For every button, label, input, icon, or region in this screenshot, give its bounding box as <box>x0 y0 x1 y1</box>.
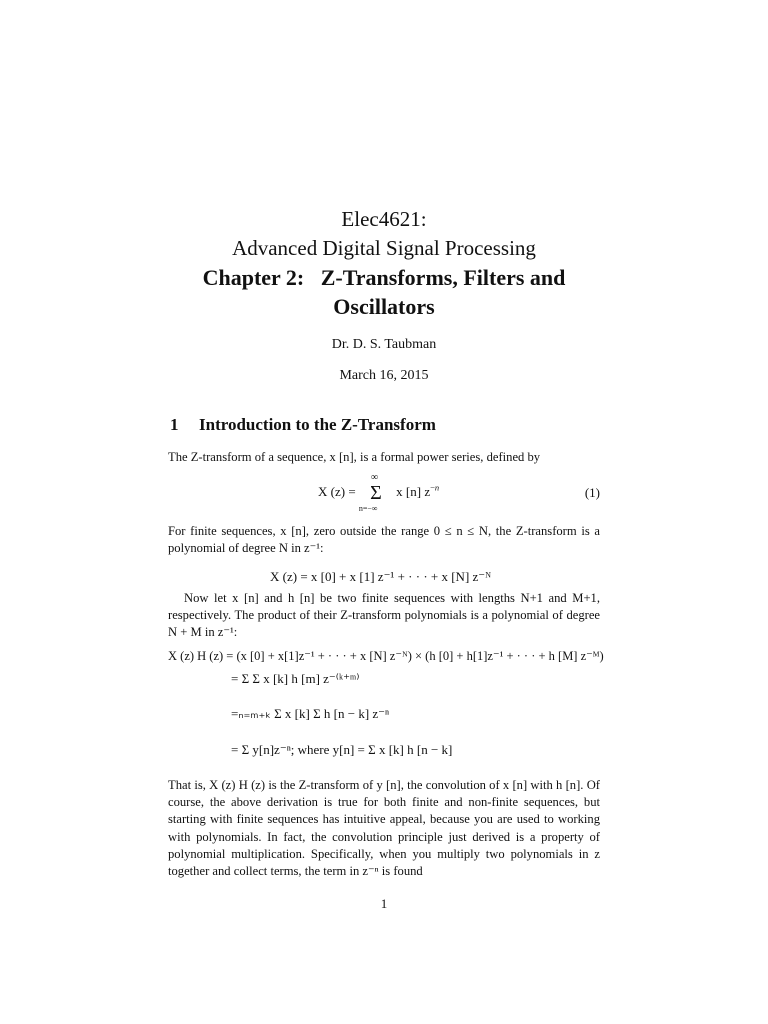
section-title: Introduction to the Z-Transform <box>199 415 436 434</box>
section-heading <box>170 415 436 435</box>
chapter-title <box>0 263 768 321</box>
eq1-rhs: x [n] z <box>396 484 431 499</box>
equation-3-line-1: X (z) H (z) = (x [0] + x[1]z⁻¹ + · · · + x [N] z⁻ᴺ) × (h [0] + h[1]z⁻¹ + · · · + h [M] z⁻ᴹ) <box>168 649 604 663</box>
equation-3-line-4: = Σ y[n]z⁻ⁿ; where y[n] = Σ x [k] h [n − k] <box>231 742 453 757</box>
equation-2: X (z) = x [0] + x [1] z⁻¹ + · · · + x [N] z⁻ᴺ <box>270 569 492 584</box>
section-number: 1 <box>170 415 179 434</box>
equation-1-number: (1) <box>584 485 600 500</box>
chapter-title-line2: Oscillators <box>333 294 435 319</box>
paragraph-1: The Z-transform of a sequence, x [n], is a formal power series, defined by <box>168 450 541 464</box>
eq1-lower-limit: n=−∞ <box>358 504 378 513</box>
author: Dr. D. S. Taubman <box>331 337 437 352</box>
paragraph-3: Now let x [n] and h [n] be two finite sequences with lengths N+1 and M+1, respectively. The product of their Z-transform polynomials is a polynomial of degree N + M in z⁻¹: <box>168 591 600 640</box>
paragraph-2: For finite sequences, x [n], zero outside the range 0 ≤ n ≤ N, the Z-transform is a polynomial of degree N in z⁻¹: <box>168 524 600 556</box>
equation-3-line-2: = Σ Σ x [k] h [m] z⁻⁽ᵏ⁺ᵐ⁾ <box>231 671 360 686</box>
eq1-sum <box>358 472 393 513</box>
date: March 16, 2015 <box>339 368 429 383</box>
paragraph-4: That is, X (z) H (z) is the Z-transform of y [n], the convolution of x [n] with h [n]. Of course, the above derivation is true for both finite and non-finite sequences, but starting with finite sequences has intuitive appeal, because you are used to working with polynomials. In fact, the convolution principle just derived is a property of polynomial multiplication. Specifically, when you multiply two polynomials in z together and collect terms, the term in z⁻ⁿ is found <box>168 778 600 879</box>
course-code: Elec4621: <box>341 207 427 231</box>
course-title: Advanced Digital Signal Processing <box>232 236 536 260</box>
eq1-upper-limit: ∞ <box>370 472 379 483</box>
chapter-title-line1: Chapter 2: Z-Transforms, Filters and <box>202 265 566 290</box>
page-number: 1 <box>380 896 388 911</box>
eq1-lhs: X (z) = <box>318 484 356 499</box>
sigma-symbol: Σ <box>370 482 382 504</box>
equation-1: X (z) = ∞ Σ n=−∞ x [n] $z^{-n}$ <box>318 472 440 513</box>
equation-3-line-3: =ₙ₌ₘ₊ₖ Σ x [k] Σ h [n − k] z⁻ⁿ <box>231 706 390 721</box>
